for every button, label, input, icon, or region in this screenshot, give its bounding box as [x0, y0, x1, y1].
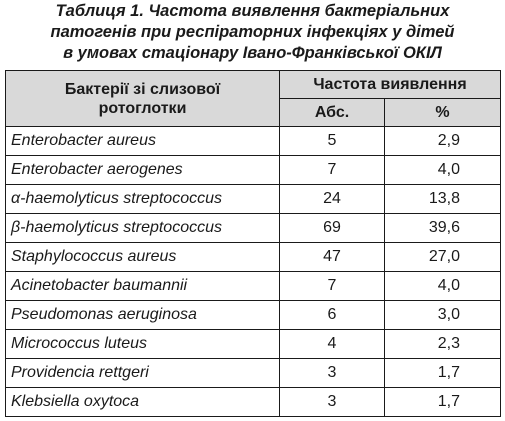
row-bacterium-name: Enterobacter aerogenes	[6, 156, 280, 185]
row-percent-value: 1,7	[385, 359, 501, 388]
row-bacterium-name: Staphylococcus aureus	[6, 243, 280, 272]
table-row	[6, 330, 501, 359]
row-percent-value: 2,9	[385, 127, 501, 156]
row-abs-value: 69	[280, 214, 385, 243]
row-bacterium-name: Micrococcus luteus	[6, 330, 280, 359]
bacteria-frequency-table	[5, 70, 501, 417]
row-percent-value: 13,8	[385, 185, 501, 214]
row-bacterium-name: Enterobacter aureus	[6, 127, 280, 156]
row-percent-value: 3,0	[385, 301, 501, 330]
table-row	[6, 301, 501, 330]
table-caption	[0, 0, 505, 66]
table-row	[6, 243, 501, 272]
header-abs: Абс.	[280, 99, 385, 127]
caption-line-1: Таблиця 1. Частота виявлення бактеріальних	[55, 2, 450, 20]
row-percent-value: 4,0	[385, 272, 501, 301]
table-row	[6, 272, 501, 301]
row-abs-value: 4	[280, 330, 385, 359]
row-percent-value: 39,6	[385, 214, 501, 243]
row-abs-value: 24	[280, 185, 385, 214]
row-bacterium-name: Providencia rettgeri	[6, 359, 280, 388]
table-row	[6, 185, 501, 214]
table-row	[6, 388, 501, 417]
row-percent-value: 4,0	[385, 156, 501, 185]
row-bacterium-name: Pseudomonas aeruginosa	[6, 301, 280, 330]
row-abs-value: 47	[280, 243, 385, 272]
row-percent-value: 2,3	[385, 330, 501, 359]
table-row	[6, 127, 501, 156]
row-bacterium-name: α-haemolyticus streptococcus	[6, 185, 280, 214]
table-row	[6, 359, 501, 388]
row-bacterium-name: Klebsiella oxytoca	[6, 388, 280, 417]
row-abs-value: 3	[280, 359, 385, 388]
row-abs-value: 6	[280, 301, 385, 330]
row-bacterium-name: Acinetobacter baumannii	[6, 272, 280, 301]
header-bacteria	[6, 71, 280, 127]
caption-line-2: патогенів при респіраторних інфекціях у дітей	[50, 23, 455, 41]
header-bacteria-line-1: Бактерії зі слизової	[64, 80, 221, 98]
row-percent-value: 1,7	[385, 388, 501, 417]
table-row	[6, 156, 501, 185]
row-abs-value: 7	[280, 272, 385, 301]
row-abs-value: 5	[280, 127, 385, 156]
table-row	[6, 214, 501, 243]
table-header	[6, 71, 501, 127]
header-bacteria-line-2: ротоглотки	[98, 99, 187, 117]
header-percent: %	[385, 99, 501, 127]
row-bacterium-name: β-haemolyticus streptococcus	[6, 214, 280, 243]
header-row-1	[6, 71, 501, 99]
caption-line-3: в умовах стаціонару Івано-Франківської ОКІЛ	[63, 44, 442, 62]
row-abs-value: 3	[280, 388, 385, 417]
table-body	[6, 127, 501, 417]
header-frequency: Частота виявлення	[280, 71, 501, 99]
row-percent-value: 27,0	[385, 243, 501, 272]
row-abs-value: 7	[280, 156, 385, 185]
